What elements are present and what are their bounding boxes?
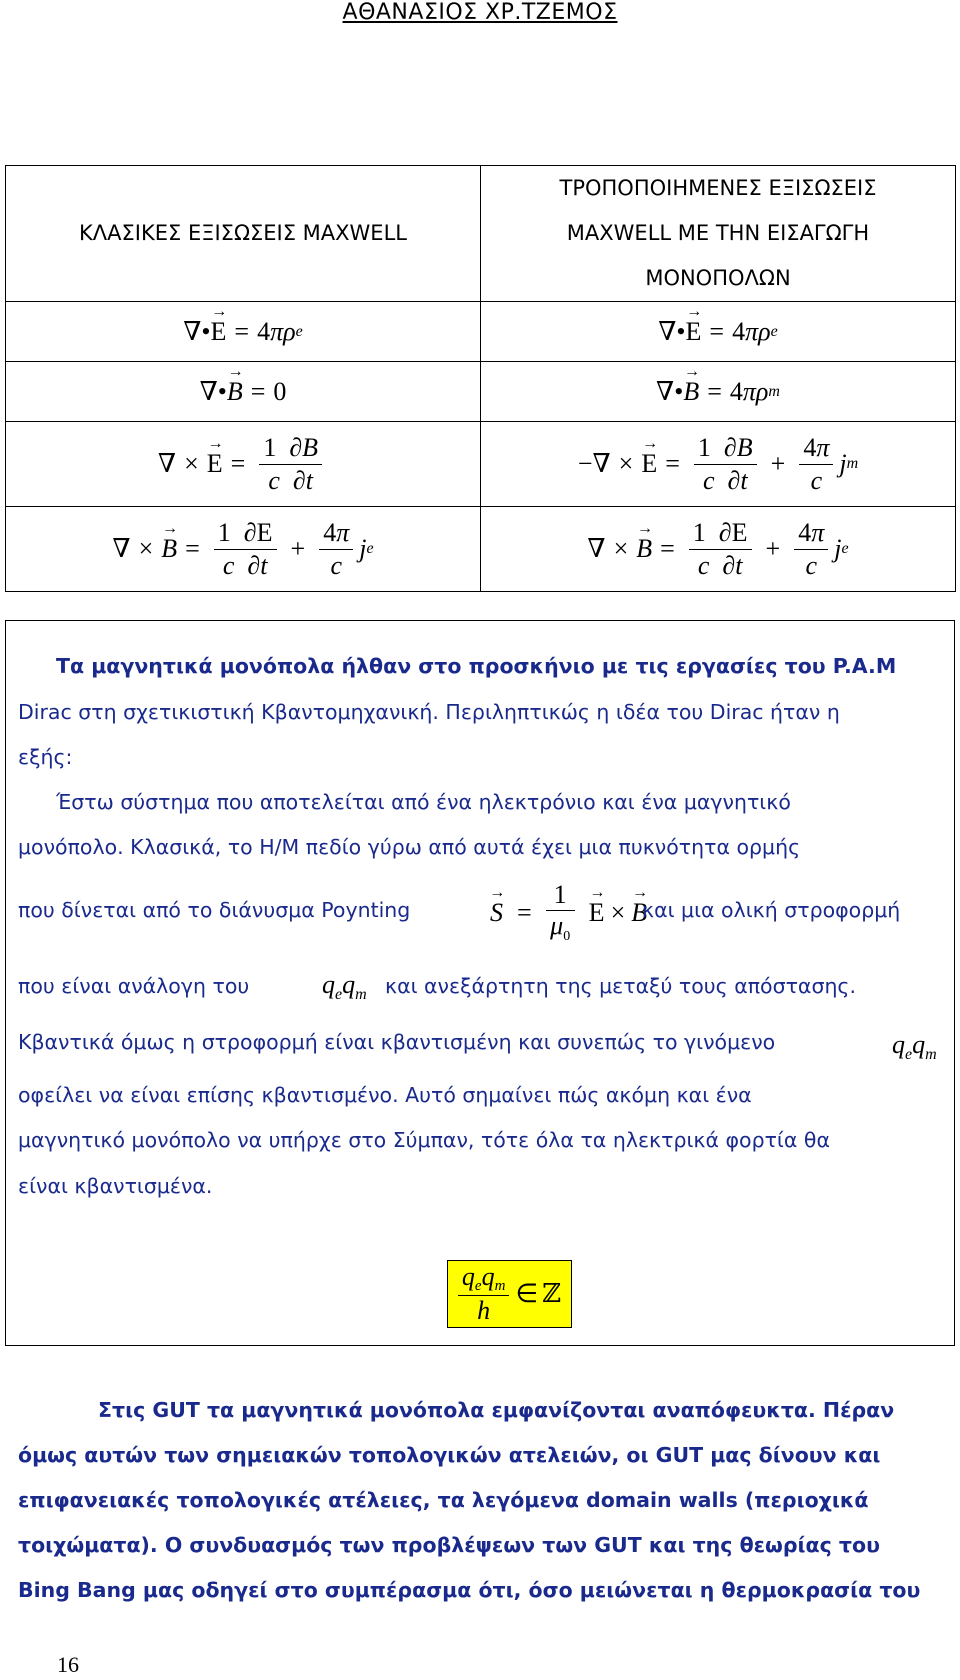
- paragraph-line-3: επιφανειακές τοπολογικές ατέλειες, τα λεγόμενα domain walls (περιοχικά: [18, 1488, 869, 1512]
- quantization-condition: qeqm h ∈ ℤ: [447, 1260, 572, 1328]
- modified-gauss-electric: ∇• → E = 4 πρ e: [481, 302, 956, 362]
- maxwell-table: [5, 165, 956, 592]
- paragraph-line-5: Bing Bang μας οδηγεί στο συμπέρασμα ότι, όσο μειώνεται η θερμοκρασία του: [18, 1578, 921, 1602]
- classic-faraday: ∇ × → E = $\frac{1 \partial B}{c \partial t}$: [6, 422, 481, 507]
- paragraph-line-2: όμως αυτών των σημειακών τοπολογικών ατελειών, οι GUT μας δίνουν και: [18, 1443, 881, 1467]
- modified-gauss-magnetic: ∇• → B = 4 πρ m: [481, 362, 956, 422]
- paragraph-line-4: τοιχώματα). Ο συνδυασμός των προβλέψεων των GUT και της θεωρίας του: [18, 1533, 880, 1557]
- body-line-10: μαγνητικό μονόπολο να υπήρχε στο Σύμπαν, τότε όλα τα ηλεκτρικά φορτία θα: [18, 1128, 830, 1152]
- body-line-7b: και ανεξάρτητη της μεταξύ τους απόστασης.: [385, 974, 856, 998]
- body-line-1: Τα μαγνητικά μονόπολα ήλθαν στο προσκήνιο με τις εργασίες του P.A.M: [56, 654, 897, 678]
- classic-gauss-electric: ∇• → E = 4 πρ e: [6, 302, 481, 362]
- charge-product: $q_eq_m$: [322, 970, 367, 1003]
- modified-heading: ΤΡΟΠΟΠΟΙΗΜΕΝΕΣ ΕΞΙΣΩΣΕΙΣ MAXWELL ΜΕ ΤΗΝ ΕΙΣΑΓΩΓΗ ΜΟΝΟΠΟΛΩΝ: [481, 166, 956, 302]
- body-line-11: είναι κβαντισμένα.: [18, 1174, 213, 1198]
- body-line-9: οφείλει να είναι επίσης κβαντισμένο. Αυτό σημαίνει πώς ακόμη και ένα: [18, 1083, 752, 1107]
- body-line-7a: που είναι ανάλογη του: [18, 974, 250, 998]
- body-line-2: Dirac στη σχετικιστική Κβαντομηχανική. Περιληπτικώς η ιδέα του Dirac ήταν η: [18, 700, 840, 724]
- poynting-formula: → S = $\frac{1}{\mu_0}$ → E × → B: [490, 880, 647, 945]
- charge-product-2: $q_eq_m$: [892, 1030, 937, 1063]
- body-line-6b: και μια ολική στροφορμή: [642, 898, 901, 922]
- modified-ampere: ∇ × → B = $\frac{1 \partial E}{c \partial t}$ + $\frac{4\pi}{c}$ j e: [481, 507, 956, 592]
- classic-ampere: ∇ × → B = $\frac{1 \partial E}{c \partial t}$ + $\frac{4\pi}{c}$ j e: [6, 507, 481, 592]
- page-number: 16: [57, 1652, 79, 1677]
- body-line-8: Κβαντικά όμως η στροφορμή είναι κβαντισμένη και συνεπώς το γινόμενο: [18, 1030, 776, 1054]
- body-line-4: Έστω σύστημα που αποτελείται από ένα ηλεκτρόνιο και ένα μαγνητικό: [56, 790, 791, 814]
- page-header: ΑΘΑΝΑΣΙΟΣ ΧΡ.ΤΖΕΜΟΣ: [342, 0, 618, 25]
- body-line-5: μονόπολο. Κλασικά, το Η/Μ πεδίο γύρω από αυτά έχει μια πυκνότητα ορμής: [18, 835, 801, 859]
- body-line-6a: που δίνεται από το διάνυσμα Poynting: [18, 898, 411, 922]
- modified-faraday: −∇ × → E = $\frac{1 \partial B}{c \partial t}$ + $\frac{4\pi}{c}$ j m: [481, 422, 956, 507]
- classic-heading: ΚΛΑΣΙΚΕΣ ΕΞΙΣΩΣΕΙΣ MAXWELL: [6, 166, 481, 302]
- classic-gauss-magnetic: ∇• → B = 0: [6, 362, 481, 422]
- paragraph-line-1: Στις GUT τα μαγνητικά μονόπολα εμφανίζονται αναπόφευκτα. Πέραν: [98, 1398, 895, 1422]
- body-line-3: εξής:: [18, 745, 73, 769]
